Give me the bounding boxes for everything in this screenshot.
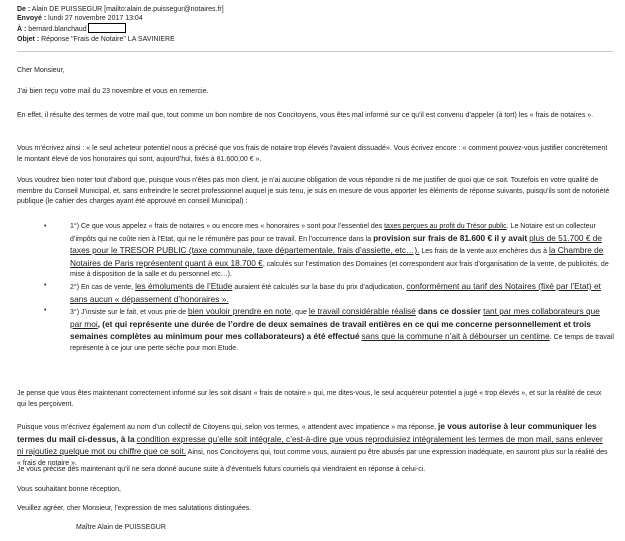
sent-value: lundi 27 novembre 2017 13:04: [48, 15, 143, 23]
link-taxes: taxes perçues au profit du Trésor public: [384, 223, 507, 230]
from-value: Alain DE PUISSEGUR [mailto:alain.de.puissegur@notaires.fr]: [31, 6, 224, 13]
signature: Maître Alain de PUISSEGUR: [76, 524, 166, 531]
redaction-box: [88, 23, 126, 33]
header-divider: [17, 51, 613, 52]
points-list: [44, 222, 614, 355]
point-1: • 1°) Ce que vous appelez « frais de notaires » ou encore mes « honoraires » sont pour l’essentiel des taxes perçues au profit du Trésor public. Le Notaire est un collecteur d’impôts qui ne coûte rien à l’Etat, qui ne le rémunère pas pour ce travail. En l’occurrence dans la provision sur frais de 81.600 € il y avait plus de 51.700 € de taxes pour le TRESOR PUBLIC (taxe communale, taxe départementale, frais d’assiette, etc…). Les frais de la vente aux enchères dus à la Chambre de Notaires de Paris représentent quant à eux 18.700 €, calculés sur l’estimation des Domaines (et correspondent aux frais d’organisation de la vente, de publicités, de mise à disposition de la salle et du personnel etc…).: [44, 223, 609, 279]
sent-line: Envoyé : lundi 27 novembre 2017 13:04: [17, 15, 143, 23]
bullet-icon: •: [44, 223, 47, 230]
to-line: À : bernard.blanchaud: [17, 23, 224, 34]
to-value: bernard.blanchaud: [28, 26, 87, 34]
email-header: [17, 5, 224, 44]
paragraph-8: Vous souhaitant bonne réception,: [17, 486, 121, 493]
from-line: De : Alain DE PUISSEGUR [mailto:alain.de.puissegur@notaires.fr]: [17, 6, 224, 13]
paragraph-6: Puisque vous m’écrivez également au nom d’un collectif de Citoyens qui, selon vos termes, « attendent avec impatience » ma réponse, je vous autorise à leur communiquer les termes du mail ci-dessus, à la condition expresse qu’elle soit intégrale, c’est-à-dire que vous reproduisiez intégralement les termes de mon mail, sans enlever ni rajoutiez quelque mot ou chiffre que ce soit. Ainsi, nos Concitoyens qui, tout comme vous, auraient pu être abusés par une expression inadéquate, en sauront plus sur la réalité des « frais de notaire ».: [17, 421, 608, 467]
point-3: • 3°) J’insiste sur le fait, et vous prie de bien vouloir prendre en note, que le travail considérable réalisé dans ce dossier tant par mes collaborateurs que par moi, (et qui représente une durée de l’ordre de deux semaines de travail entières en ce qui me concerne personnellement et trois semaines complètes au minimum pour mes collaborateurs) a été effectué sans que la commune n’ait à débourser un centime. Ce temps de travail représente à ce jour une perte sèche pour mon Etude.: [44, 306, 614, 352]
paragraph-1: J’ai bien reçu votre mail du 23 novembre et vous en remercie.: [17, 88, 209, 95]
greeting: Cher Monsieur,: [17, 67, 65, 74]
paragraph-3: Vous m’écrivez ainsi : « le seul acheteur potentiel nous a précisé que vos frais de notaire trop élevés l’avaient dissuadé». Vous écrivez encore : « comment pouvez-vous justifier concrètement le montant élevé de vos honoraires qui sont, aujourd’hui, fixés à 81.600,00 € ».: [17, 145, 608, 163]
paragraph-5: Je pense que vous êtes maintenant correctement informé sur les soit disant « frais de notaire » qui, me dites-vous, le seul acquéreur potentiel a jugé « trop élevés », et sur la réalité de ceux qui les perçoivent.: [17, 390, 602, 408]
paragraph-2: En effet, il résulte des termes de votre mail que, tout comme un bon nombre de nos Concitoyens, vous êtes mal informé sur ce qu’il est convenu d’appeler (à tort) les « frais de notaires ».: [17, 112, 594, 119]
paragraph-4: Vous voudrez bien noter tout d’abord que, puisque vous n’êtes pas mon client, je n’ai aucune obligation de vous répondre ni de me justifier de quoi que ce soit. Toutefois en votre qualité de membre du Conseil Municipal, et, sans enfreindre le secret professionnel auquel je suis tenu, je suis en mesure de vous apporter les éléments de réponse suivants, puisqu’ils sont de notoriété publique (le cahier des charges ayant été approuvé en conseil Municipal) :: [17, 177, 610, 206]
bullet-icon: •: [44, 307, 47, 315]
subject-line: Objet : Réponse "Frais de Notaire" LA SAVINIERE: [17, 35, 175, 43]
paragraph-7: Je vous précise dès maintenant qu’il ne sera donné aucune suite à d’éventuels futurs courriels qui viendraient en réponse à celui-ci.: [17, 466, 426, 473]
point-2: • 2°) En cas de vente, les émoluments de l’Etude auraient été calculés sur la base du prix d’adjudication, conformément au tarif des Notaires (fixé par l’Etat) et sans aucun « dépassement d’honoraires ».: [44, 280, 601, 304]
bullet-icon: •: [44, 281, 47, 289]
subject-value: Réponse "Frais de Notaire" LA SAVINIERE: [41, 35, 175, 43]
paragraph-9: Veuillez agréer, cher Monsieur, l’expression de mes salutations distinguées.: [17, 505, 252, 512]
